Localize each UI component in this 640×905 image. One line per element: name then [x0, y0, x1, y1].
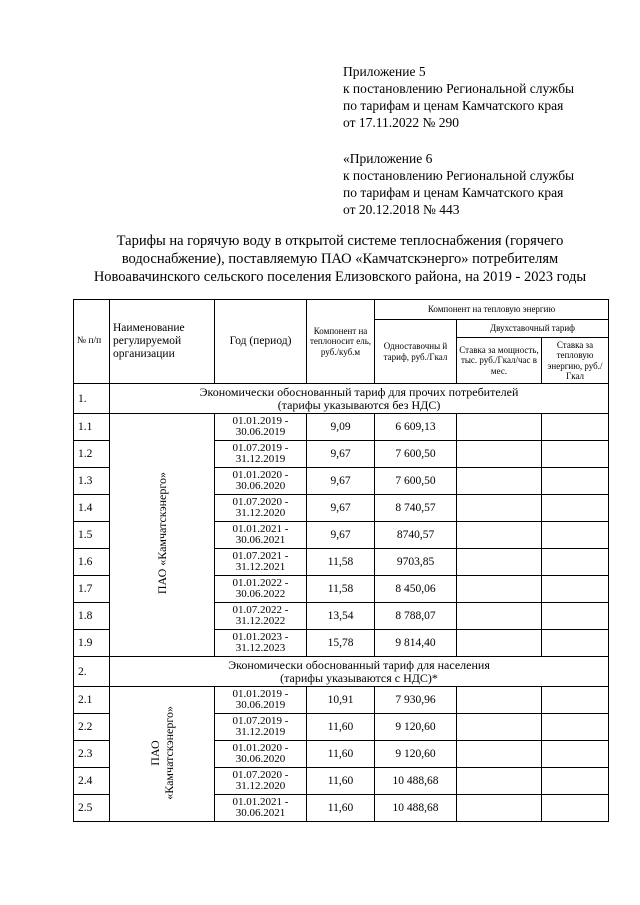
row-power: [457, 441, 542, 468]
row-single: 6 609,13: [375, 414, 457, 441]
appendix-line: к постановлению Региональной службы: [343, 81, 575, 96]
row-num: 1.7: [74, 576, 110, 603]
row-single: 7 930,96: [375, 687, 457, 714]
row-period: 01.01.2020 - 30.06.2020: [215, 468, 307, 495]
row-carrier: 11,60: [307, 795, 375, 822]
tariff-table: [73, 299, 609, 822]
header-year: Год (период): [215, 300, 307, 384]
row-single: 10 488,68: [375, 768, 457, 795]
section-title: [110, 657, 609, 687]
row-num: 2.2: [74, 714, 110, 741]
row-period: 01.01.2021 - 30.06.2021: [215, 795, 307, 822]
row-num: 1.3: [74, 468, 110, 495]
org-cell: [110, 687, 215, 822]
row-single: 7 600,50: [375, 441, 457, 468]
row-single: 8740,57: [375, 522, 457, 549]
row-carrier: 11,60: [307, 768, 375, 795]
row-single: 8 788,07: [375, 603, 457, 630]
row-power: [457, 549, 542, 576]
row-power: [457, 714, 542, 741]
row-power: [457, 522, 542, 549]
row-period: 01.07.2020 - 31.12.2020: [215, 768, 307, 795]
row-power: [457, 603, 542, 630]
section-title-line: Экономически обоснованный тариф для населения: [228, 657, 490, 672]
row-energy: [542, 714, 609, 741]
row-carrier: 9,09: [307, 414, 375, 441]
row-energy: [542, 441, 609, 468]
row-power: [457, 414, 542, 441]
row-carrier: 11,60: [307, 714, 375, 741]
row-energy: [542, 414, 609, 441]
table-row: [74, 687, 609, 714]
row-energy: [542, 795, 609, 822]
appendix-line: от 17.11.2022 № 290: [343, 115, 459, 130]
document-title: [70, 232, 610, 286]
row-num: 2.5: [74, 795, 110, 822]
row-period: 01.07.2021 - 31.12.2021: [215, 549, 307, 576]
row-energy: [542, 630, 609, 657]
row-carrier: 13,54: [307, 603, 375, 630]
appendix-line: к постановлению Региональной службы: [343, 168, 575, 183]
appendix-line: по тарифам и ценам Камчатского края: [343, 98, 564, 113]
row-num: 1.1: [74, 414, 110, 441]
org-name-block: [148, 706, 176, 800]
section-title-line: Экономически обоснованный тариф для прочих потребителей: [199, 384, 519, 399]
row-num: 2.1: [74, 687, 110, 714]
row-period: 01.07.2019 - 31.12.2019: [215, 714, 307, 741]
appendix-line: по тарифам и ценам Камчатского края: [343, 185, 564, 200]
appendix-line: от 20.12.2018 № 443: [343, 202, 460, 217]
appendix-current-header: [343, 63, 574, 131]
row-energy: [542, 522, 609, 549]
row-period: 01.01.2019 - 30.06.2019: [215, 687, 307, 714]
appendix-line: Приложение 5: [343, 64, 426, 79]
section-num: 2.: [74, 657, 110, 687]
section-num: 1.: [74, 384, 110, 414]
row-single: 8 450,06: [375, 576, 457, 603]
row-power: [457, 795, 542, 822]
title-line: водоснабжение), поставляемую ПАО «Камчатскэнерго» потребителям: [121, 251, 559, 267]
header-two-rate: Двухставочный тариф: [457, 320, 609, 338]
row-single: 9 814,40: [375, 630, 457, 657]
row-num: 2.3: [74, 741, 110, 768]
row-period: 01.07.2020 - 31.12.2020: [215, 495, 307, 522]
row-energy: [542, 549, 609, 576]
row-carrier: 10,91: [307, 687, 375, 714]
row-power: [457, 768, 542, 795]
org-name-line: ПАО: [148, 739, 162, 766]
section-title-line: (тарифы указываются без НДС): [277, 397, 441, 412]
row-energy: [542, 768, 609, 795]
row-energy: [542, 603, 609, 630]
header-single-rate: Одноставочны й тариф, руб./Гкал: [375, 320, 457, 384]
row-power: [457, 741, 542, 768]
section-title: [110, 384, 609, 414]
header-thermal: Компонент на тепловую энергию: [375, 300, 609, 320]
row-power: [457, 630, 542, 657]
row-carrier: 9,67: [307, 495, 375, 522]
row-num: 1.6: [74, 549, 110, 576]
row-single: 9703,85: [375, 549, 457, 576]
header-org: Наименование регулируемой организации: [110, 300, 215, 384]
row-power: [457, 576, 542, 603]
row-carrier: 9,67: [307, 522, 375, 549]
row-num: 1.5: [74, 522, 110, 549]
header-carrier: Компонент на теплоносит ель, руб./куб.м: [307, 300, 375, 384]
row-power: [457, 468, 542, 495]
appendix-line: «Приложение 6: [343, 151, 433, 166]
org-cell: [110, 414, 215, 657]
row-num: 1.4: [74, 495, 110, 522]
row-single: 9 120,60: [375, 741, 457, 768]
row-carrier: 11,58: [307, 576, 375, 603]
row-period: 01.01.2021 - 30.06.2021: [215, 522, 307, 549]
row-period: 01.01.2023 - 31.12.2023: [215, 630, 307, 657]
row-period: 01.01.2022 - 30.06.2022: [215, 576, 307, 603]
header-energy-rate: Ставка за тепловую энергию, руб./Гкал: [542, 338, 609, 384]
row-period: 01.01.2020 - 30.06.2020: [215, 741, 307, 768]
row-period: 01.07.2022 - 31.12.2022: [215, 603, 307, 630]
appendix-original-header: [343, 150, 574, 218]
row-single: 10 488,68: [375, 795, 457, 822]
row-carrier: 9,67: [307, 441, 375, 468]
row-num: 2.4: [74, 768, 110, 795]
section-title-line: (тарифы указываются с НДС)*: [280, 670, 438, 685]
row-num: 1.8: [74, 603, 110, 630]
title-line: Новоавачинского сельского поселения Елизовского района, на 2019 - 2023 годы: [93, 269, 587, 285]
row-carrier: 11,60: [307, 741, 375, 768]
row-carrier: 15,78: [307, 630, 375, 657]
row-single: 8 740,57: [375, 495, 457, 522]
row-energy: [542, 495, 609, 522]
row-period: 01.01.2019 - 30.06.2019: [215, 414, 307, 441]
header-power-rate: Ставка за мощность, тыс. руб./Гкал/час в мес.: [457, 338, 542, 384]
row-power: [457, 687, 542, 714]
row-energy: [542, 741, 609, 768]
row-energy: [542, 468, 609, 495]
org-name: ПАО «Камчатскэнерго»: [155, 472, 169, 595]
title-line: Тарифы на горячую воду в открытой системе теплоснабжения (горячего: [116, 233, 564, 249]
row-energy: [542, 576, 609, 603]
row-num: 1.2: [74, 441, 110, 468]
org-name-line: «Камчатскэнерго»: [162, 705, 176, 800]
header-num: № п/п: [74, 300, 110, 384]
row-single: 7 600,50: [375, 468, 457, 495]
row-single: 9 120,60: [375, 714, 457, 741]
row-energy: [542, 687, 609, 714]
row-carrier: 9,67: [307, 468, 375, 495]
table-row: [74, 414, 609, 441]
row-carrier: 11,58: [307, 549, 375, 576]
row-period: 01.07.2019 - 31.12.2019: [215, 441, 307, 468]
row-power: [457, 495, 542, 522]
row-num: 1.9: [74, 630, 110, 657]
